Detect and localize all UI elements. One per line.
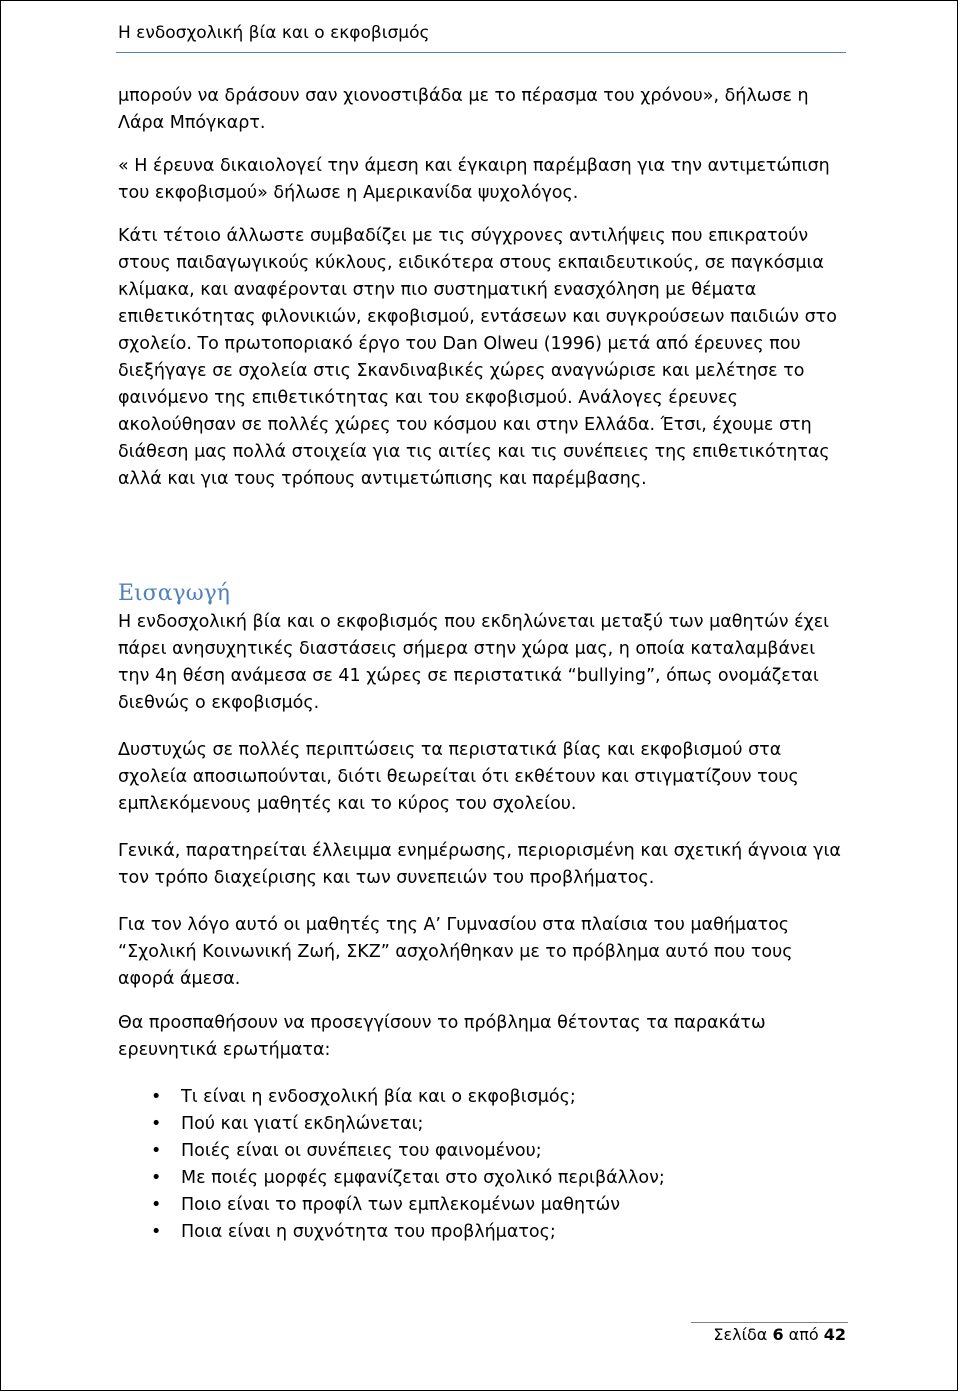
bullet-icon: •	[151, 1168, 162, 1188]
page-word: Σελίδα	[713, 1325, 768, 1344]
paragraph-intro-4: Για τον λόγο αυτό οι μαθητές της Α’ Γυμνασίου στα πλαίσια του μαθήματος “Σχολική Κοινωνική Ζωή, ΣΚΖ” ασχολήθηκαν με το πρόβλημα αυτό που τους αφορά άμεσα.	[118, 915, 793, 989]
list-item: • Τι είναι η ενδοσχολική βία και ο εκφοβισμός;	[118, 1084, 850, 1111]
bullet-icon: •	[151, 1222, 162, 1242]
of-word: από	[788, 1325, 819, 1344]
list-item: • Ποιο είναι το προφίλ των εμπλεκομένων μαθητών	[118, 1192, 850, 1219]
paragraph-intro-2: Δυστυχώς σε πολλές περιπτώσεις τα περιστατικά βίας και εκφοβισμού στα σχολεία αποσιωπούνται, διότι θεωρείται ότι εκθέτουν και στιγματίζουν τους εμπλεκόμενους μαθητές και το κύρος του σχολείου.	[118, 740, 799, 814]
paragraph-quote: « Η έρευνα δικαιολογεί την άμεση και έγκαιρη παρέμβαση για την αντιμετώπιση του εκφοβισμού» δήλωσε η Αμερικανίδα ψυχολόγος.	[118, 156, 830, 203]
header-divider	[116, 52, 846, 53]
bullet-icon: •	[151, 1087, 162, 1107]
footer-divider	[691, 1322, 848, 1323]
running-header-title: Η ενδοσχολική βία και ο εκφοβισμός	[118, 23, 430, 43]
list-item: • Πού και γιατί εκδηλώνεται;	[118, 1111, 850, 1138]
paragraph-intro-1: Η ενδοσχολική βία και ο εκφοβισμός που εκδηλώνεται μεταξύ των μαθητών έχει πάρει ανησυχητικές διαστάσεις σήμερα στην χώρα μας, η οποία καταλαμβάνει την 4η θέση ανάμεσα σε 41 χώρες σε περιστατικά “bullying”, όπως ονομάζεται διεθνώς ο εκφοβισμός.	[118, 612, 830, 713]
current-page-number: 6	[772, 1325, 784, 1344]
list-item: • Ποια είναι η συχνότητα του προβλήματος;	[118, 1219, 850, 1246]
page-body	[118, 83, 850, 1246]
paragraph-context: Κάτι τέτοιο άλλωστε συμβαδίζει με τις σύγχρονες αντιλήψεις που επικρατούν στους παιδαγωγικούς κύκλους, ειδικότερα στους εκπαιδευτικούς, σε παγκόσμια κλίμακα, και αναφέρονται στην πιο συστηματική ενασχόληση με θέματα επιθετικότητας φιλονικιών, εκφοβισμού, εντάσεων και συγκρούσεων παιδιών στο σχολείο. Το πρωτοποριακό έργο του Dan Olweu (1996) μετά από έρευνες που διεξήγαγε σε σχολεία στις Σκανδιναβικές χώρες αναγνώρισε και μελέτησε το φαινόμενο της επιθετικότητας και του εκφοβισμού. Ανάλογες έρευνες ακολούθησαν σε πολλές χώρες του κόσμου και στην Ελλάδα. Έτσι, έχουμε στη διάθεση μας πολλά στοιχεία για τις αιτίες και τις συνέπειες της επιθετικότητας αλλά και για τους τρόπους αντιμετώπισης και παρέμβασης.	[118, 226, 837, 489]
list-item: • Με ποιές μορφές εμφανίζεται στο σχολικό περιβάλλον;	[118, 1165, 850, 1192]
paragraph-intro-3: Γενικά, παρατηρείται έλλειμμα ενημέρωσης, περιορισμένη και σχετική άγνοια για τον τρόπο διαχείρισης και των συνεπειών του προβλήματος.	[118, 841, 841, 888]
list-item: • Ποιές είναι οι συνέπειες του φαινομένου;	[118, 1138, 850, 1165]
paragraph-intro-5: Θα προσπαθήσουν να προσεγγίσουν το πρόβλημα θέτοντας τα παρακάτω ερευνητικά ερωτήματα:	[118, 1013, 766, 1060]
section-heading-introduction: Εισαγωγή	[118, 581, 230, 606]
total-pages: 42	[823, 1325, 846, 1344]
research-questions-list	[118, 1084, 850, 1246]
page-number-footer	[691, 1325, 846, 1344]
bullet-icon: •	[151, 1141, 162, 1161]
bullet-icon: •	[151, 1195, 162, 1215]
bullet-icon: •	[151, 1114, 162, 1134]
paragraph-continuation: μπορούν να δράσουν σαν χιονοστιβάδα με το πέρασμα του χρόνου», δήλωσε η Λάρα Μπόγκαρτ.	[118, 86, 809, 133]
